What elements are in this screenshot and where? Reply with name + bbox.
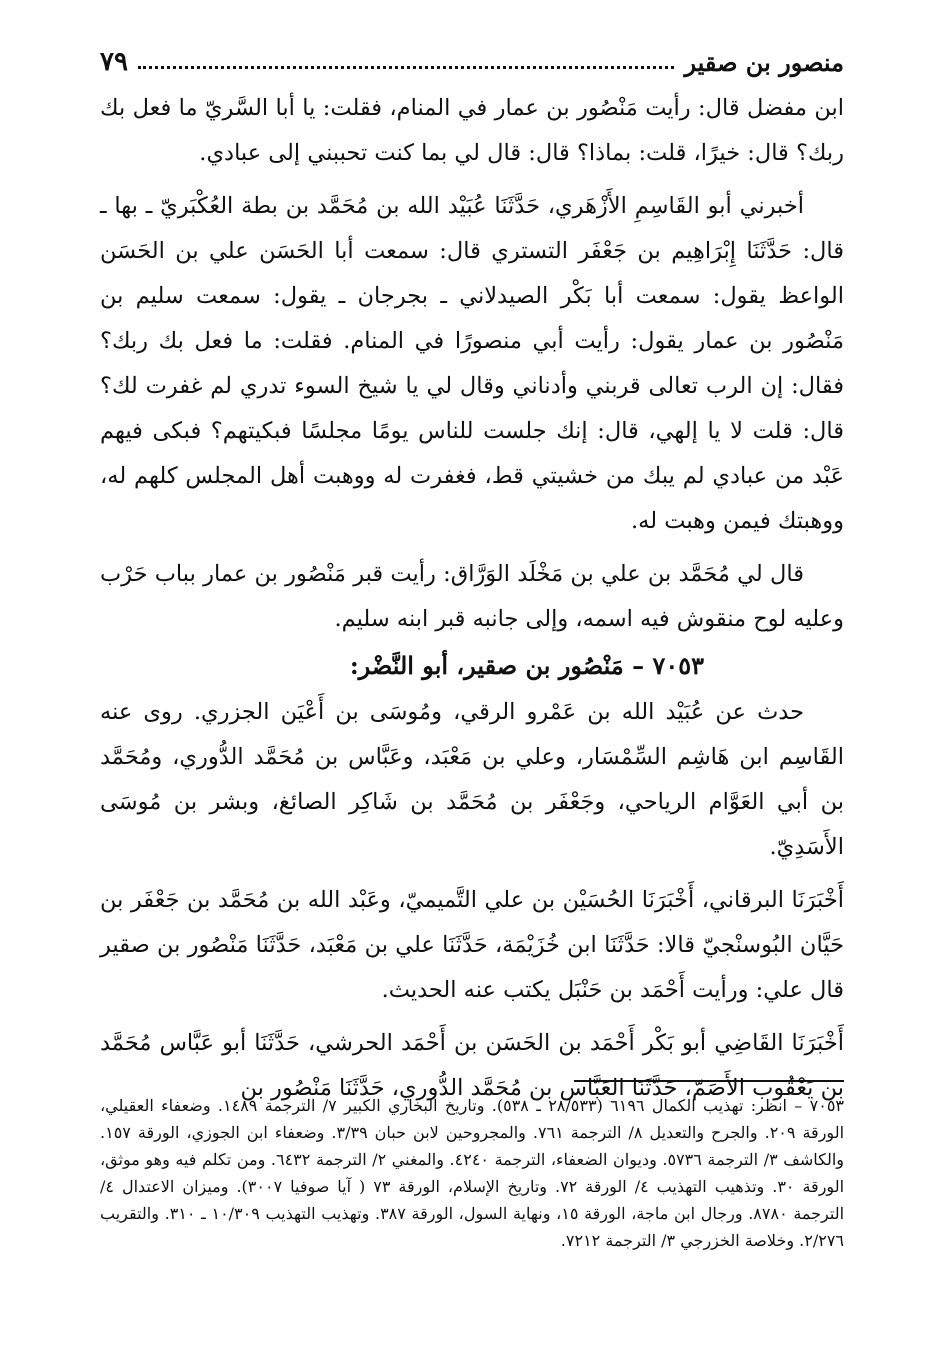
- entry-paragraph-narrators: حدث عن عُبَيْد الله بن عَمْرو الرقي، ومُوسَى بن أَعْيَن الجزري. روى عنه القَاسِم ابن هَاشِم السِّمْسَار، وعلي بن مَعْبَد، وعَبَّاس بن مُحَمَّد الدُّوري، ومُحَمَّد بن أبي العَوَّام الرياحي، وجَعْفَر بن مُحَمَّد بن شَاكِر الصائغ، وبشر بن مُوسَى الأَسَدِيّ.: [100, 699, 844, 860]
- entry-paragraph-isnad-2: أَخْبَرَنَا القَاضِي أبو بَكْر أَحْمَد بن الحَسَن بن أَحْمَد الحرشي، حَدَّثَنَا أبو عَبَّاس مُحَمَّد بن يَعْقُوب الأَصَمّ، حَدَّثَنَا العَبَّاس بن مُحَمَّد الدُّوري، حَدَّثَنَا مَنْصُور بن: [100, 1030, 844, 1101]
- main-text: [100, 86, 844, 1111]
- paragraph-continuation: ابن مفضل قال: رأيت مَنْصُور بن عمار في المنام، فقلت: يا أبا السَّريّ ما فعل بك ربك؟ قال: خيرًا، قلت: بماذا؟ قال: قال لي بما كنت تحببني إلى عبادي.: [100, 95, 844, 166]
- running-header: [100, 40, 844, 84]
- footnote-number: ٧٠٥٣: [809, 1096, 845, 1115]
- running-title: منصور بن صقير: [684, 47, 844, 77]
- entry-heading: ٧٠٥٣ – مَنْصُور بن صقير، أبو النَّضْر:: [349, 651, 704, 680]
- paragraph-grave: قال لي مُحَمَّد بن علي بن مَخْلَد الوَرَّاق: رأيت قبر مَنْصُور بن عمار بباب حَرْب وعليه لوح منقوش فيه اسمه، وإلى جانبه قبر ابنه سليم.: [100, 561, 844, 632]
- entry-paragraph-isnad-1: أَخْبَرَنَا البرقاني، أَخْبَرَنَا الحُسَيْن بن علي التَّميميّ، وعَبْد الله بن مُحَمَّد بن جَعْفَر بن حَيَّان البُوسنْجيّ قالا: حَدَّثَنَا ابن خُزَيْمَة، حَدَّثَنَا علي بن مَعْبَد، حَدَّثَنَا مَنْصُور بن صقير قال علي: ورأيت أَحْمَد بن حَنْبَل يكتب عنه الحديث.: [100, 887, 844, 1003]
- footnote-divider: [574, 1080, 844, 1082]
- paragraph-narration: أخبرني أبو القَاسِمِ الأَزْهَري، حَدَّثَنَا عُبَيْد الله بن مُحَمَّد بن بطة العُكْبَريّ ـ بها ـ قال: حَدَّثَنَا إِبْرَاهِيم بن جَعْفَر التستري قال: سمعت أبا الحَسَن علي بن الحَسَن الواعظ يقول: سمعت أبا بَكْر الصيدلاني ـ بجرجان ـ يقول: سمعت سليم بن مَنْصُور بن عمار يقول: رأيت أبي منصورًا في المنام. فقلت: ما فعل بك ربك؟ فقال: إن الرب تعالى قربني وأدناني وقال لي يا شيخ السوء تدري لم غفرت لك؟ قال: قلت لا يا إلهي، قال: إنك جلست للناس يومًا مجلسًا فبكيتهم؟ فبكى فيهم عَبْد من عبادي لم يبك من خشيتي قط، فغفرت له ووهبت أهل المجلس كلهم له، ووهبتك فيمن وهبت له.: [100, 193, 844, 534]
- header-leader-dots: [138, 66, 675, 69]
- footnote-text: – انظر: تهذيب الكمال ٦١٩٦ (٢٨/٥٣٣ ـ ٥٣٨). وتاريخ البخاري الكبير ٧/ الترجمة ١٤٨٩. وضعفاء العقيلي، الورقة ٢٠٩. والجرح والتعديل ٨/ الترجمة ٧٦١. والمجروحين لابن حبان ٣/٣٩. وضعفاء ابن الجوزي، الورقة ١٥٧. والكاشف ٣/ الترجمة ٥٧٣٦. وديوان الضعفاء، الترجمة ٤٢٤٠. والمغني ٢/ الترجمة ٦٤٣٢. ومن تكلم فيه وهو موثق، الورقة ٣٠. وتذهيب التهذيب ٤/ الورقة ٧٢. وتاريخ الإسلام، الورقة ٧٣ ( آيا صوفيا ٣٠٠٧). وميزان الاعتدال ٤/ الترجمة ٨٧٨٠. ورجال ابن ماجة، الورقة ١٥، ونهاية السول، الورقة ٣٨٧. وتهذيب التهذيب ١٠/٣٠٩ ـ ٣١٠. والتقريب ٢/٢٧٦. وخلاصة الخزرجي ٣/ الترجمة ٧٢١٢.: [100, 1096, 845, 1250]
- footnote: [100, 1092, 844, 1254]
- page-number: ٧٩: [100, 47, 128, 77]
